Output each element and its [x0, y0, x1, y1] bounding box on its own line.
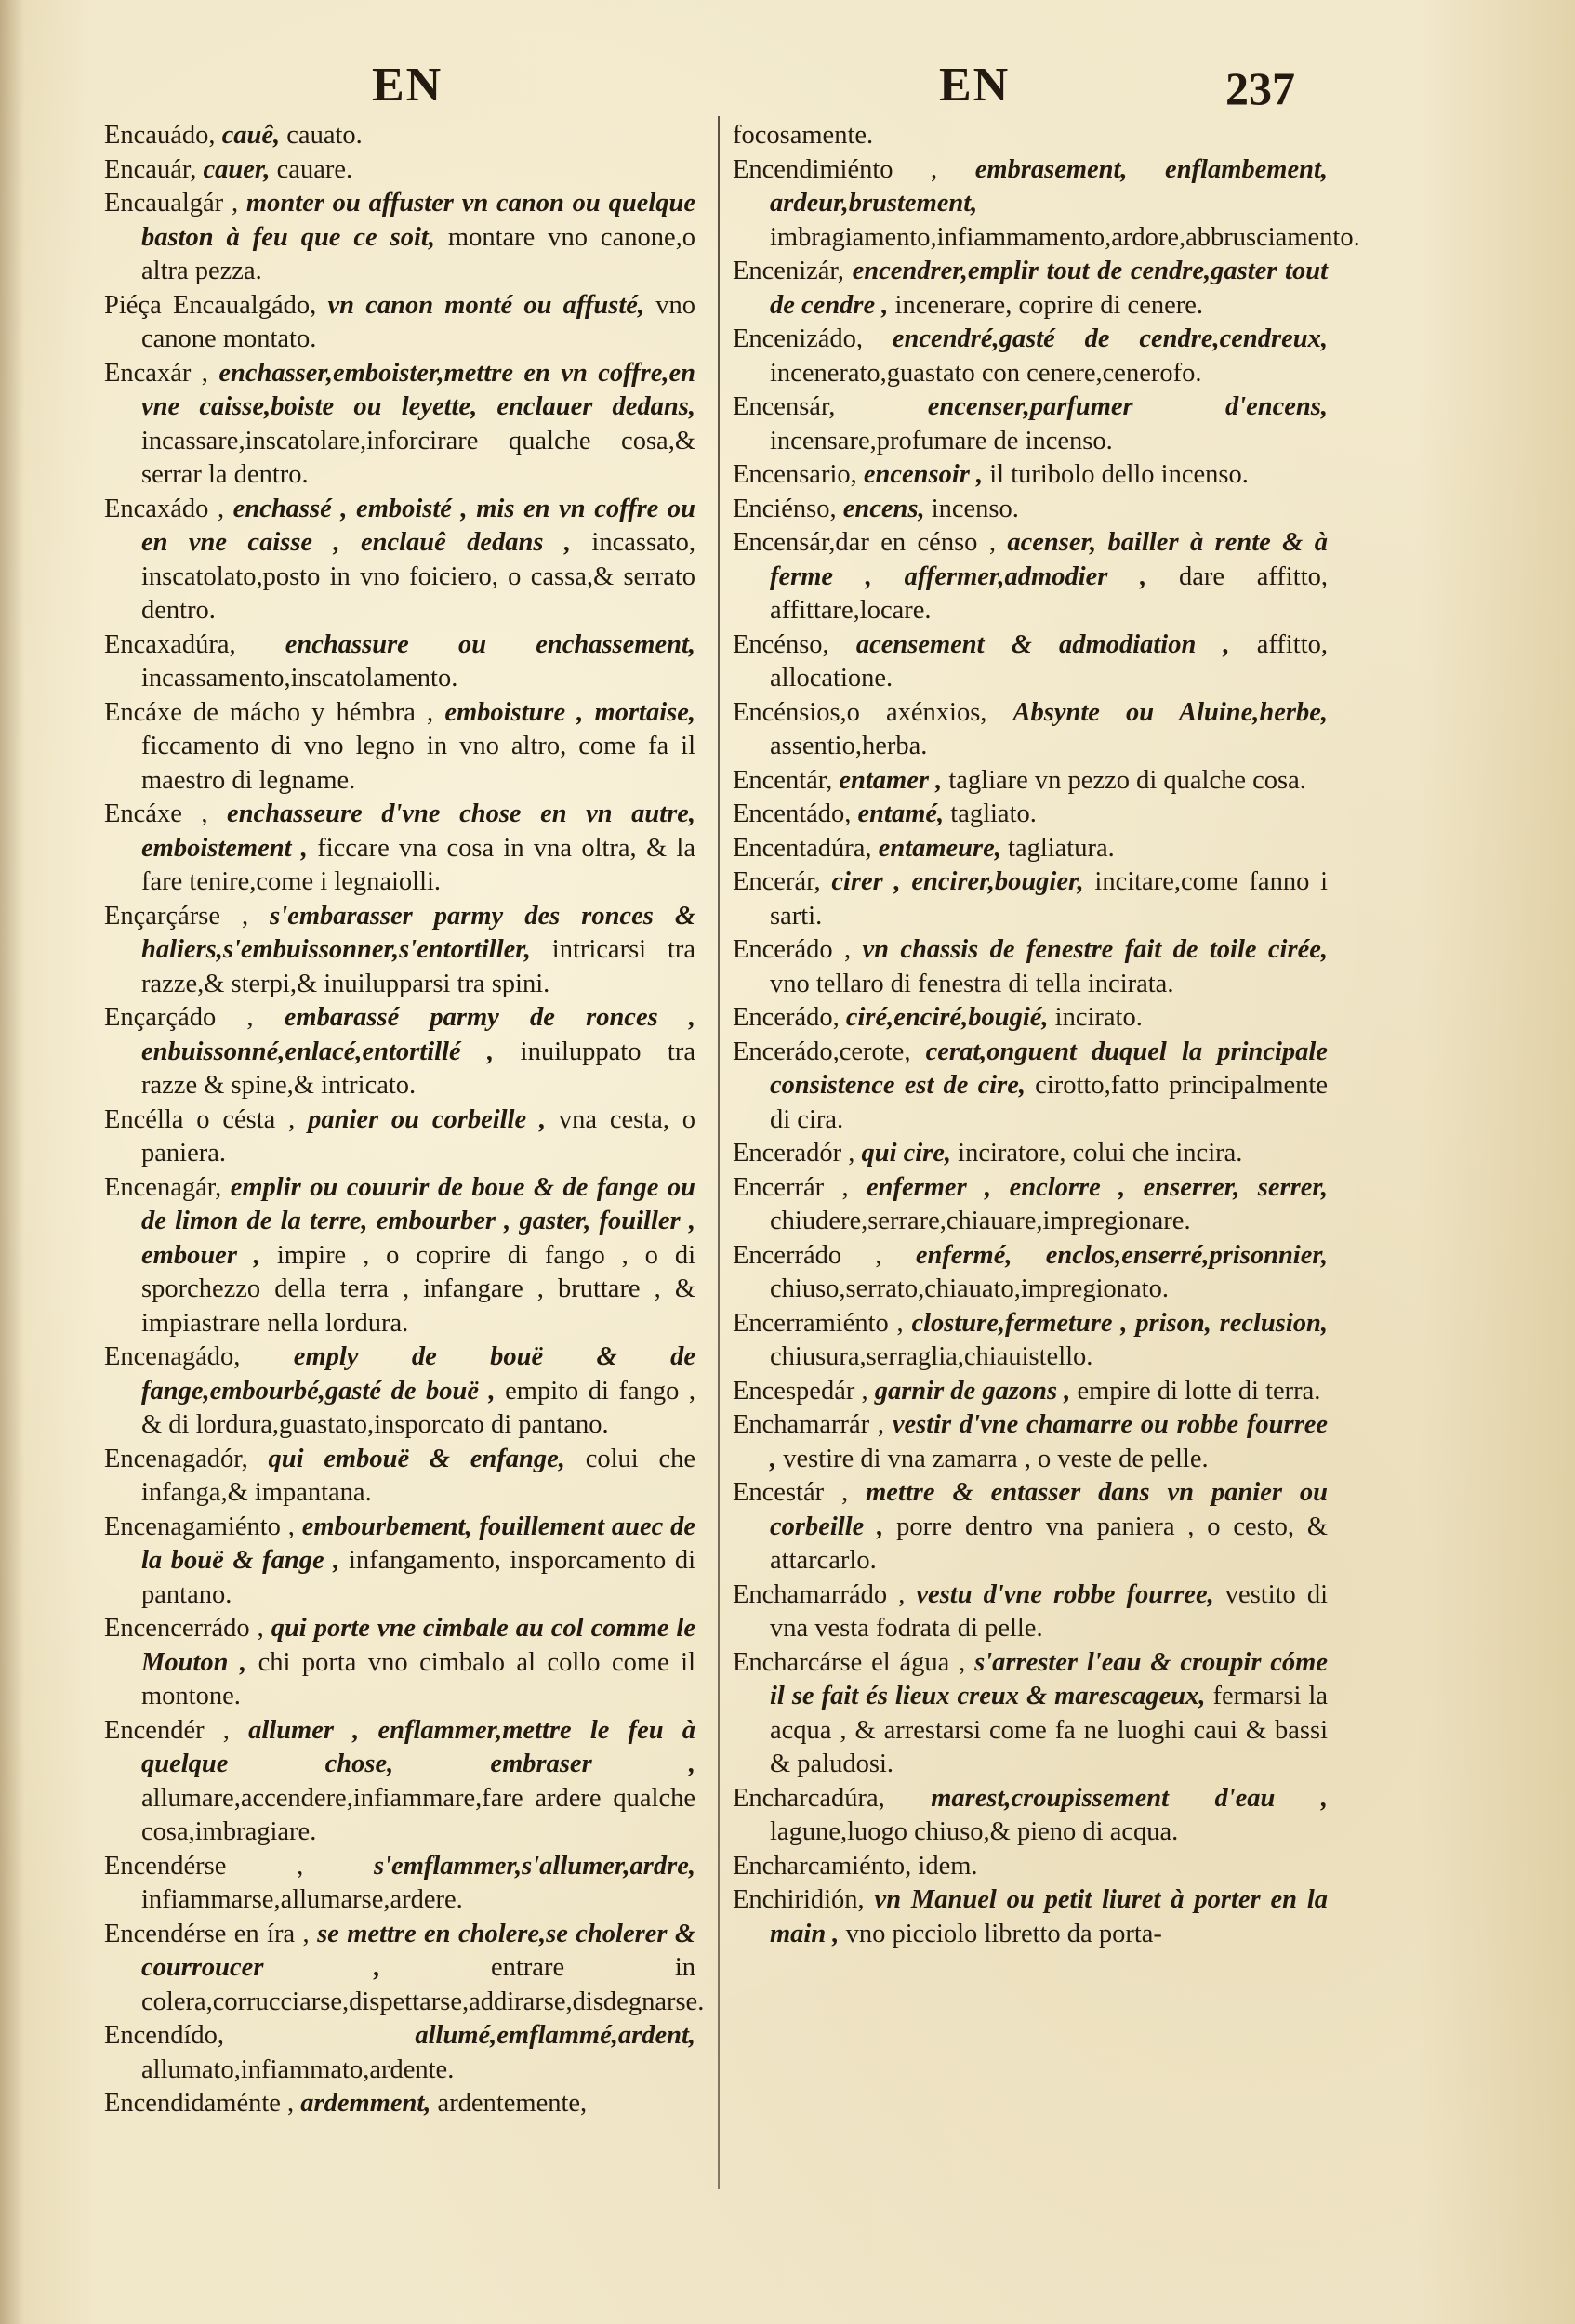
entry-headword: Enchamarrár , — [733, 1410, 885, 1439]
dictionary-entry — [733, 1375, 1328, 1409]
entry-italian: infangamento, insporcamento di pantano. — [141, 1546, 695, 1609]
dictionary-entry — [104, 628, 695, 696]
entry-italian: incenerare, coprire di cenere. — [894, 290, 1204, 320]
entry-italian: incitare,come fanno i sarti. — [770, 867, 1329, 931]
entry-italian: vno canone montato. — [141, 290, 696, 353]
entry-headword: Encendimiénto , — [733, 154, 938, 184]
entry-french: emply de bouë & de fange,embourbé,gasté de bouë , — [141, 1342, 696, 1406]
entry-headword: Encespedár , — [733, 1376, 868, 1406]
dictionary-entry — [733, 832, 1328, 866]
entry-headword: Encauádo, — [104, 121, 216, 150]
entry-french: vestir d'vne chamarre ou robbe fourree , — [770, 1410, 1328, 1473]
dictionary-entry — [733, 1036, 1328, 1138]
entry-french: closture,fermeture , prison, reclusion, — [911, 1308, 1329, 1338]
entry-italian: cauare. — [276, 154, 353, 184]
entry-french: enchasser,emboister,mettre en vn coffre,en vne caisse,boiste ou leyette, enclauer dedans, — [141, 358, 695, 421]
entry-italian: vno tellaro di fenestra di tella incirata. — [770, 969, 1174, 998]
entry-headword: Enchamarrádo , — [733, 1579, 906, 1609]
entry-italian: affitto, allocatione. — [770, 629, 1329, 693]
dictionary-entry — [104, 1918, 705, 2020]
dictionary-entry — [733, 764, 1328, 799]
entry-italian: entrare in colera,corrucciarse,dispettarse,addirarse,disdegnarse. — [141, 1953, 705, 2016]
entry-french: cauê, — [221, 121, 281, 150]
entry-french: se mettre en cholere,se cholerer & courroucer , — [141, 1919, 695, 1982]
entry-headword: Encenizár, — [733, 257, 844, 285]
entry-italian: chiusura,serraglia,chiauistello. — [770, 1342, 1093, 1371]
entry-italian: chiuso,serrato,chiauato,impregionato. — [770, 1274, 1169, 1303]
running-head-right: EN — [939, 59, 1011, 112]
entry-italian: allumato,infiammato,ardente. — [141, 2054, 455, 2084]
entry-italian: tagliare vn pezzo di qualche cosa. — [948, 765, 1306, 795]
dictionary-entry — [733, 1408, 1328, 1476]
entry-italian: assentio,herba. — [770, 732, 928, 760]
entry-italian: vno picciolo libretto da porta- — [845, 1919, 1162, 1948]
entry-headword: Encharcamiénto, — [733, 1851, 912, 1881]
entry-italian: cirotto,fatto principalmente di cira. — [770, 1071, 1328, 1134]
entry-headword: Encélla o césta , — [104, 1104, 296, 1134]
entry-headword: Encensario, — [733, 460, 857, 489]
entry-italian: il turibolo dello incenso. — [989, 460, 1249, 489]
entry-french: qui embouë & enfange, — [268, 1444, 565, 1473]
dictionary-entry — [733, 390, 1328, 458]
dictionary-entry — [733, 1137, 1328, 1171]
entry-headword: Encauár, — [104, 154, 197, 184]
entry-italian: intricarsi tra razze,& sterpi,& inuilupparsi tra spini. — [141, 935, 696, 998]
dictionary-entry — [733, 1782, 1328, 1850]
entry-french: ardemment, — [300, 2089, 431, 2118]
entry-italian: inuiluppato tra razze & spine,& intricato. — [141, 1037, 695, 1100]
entry-headword: Encenizádo, — [733, 324, 864, 353]
entry-italian: incirato. — [1054, 1003, 1143, 1032]
dictionary-entry — [104, 798, 695, 900]
entry-italian: incassare,inscatolare,inforcirare qualche cosa,& serrar la dentro. — [141, 426, 695, 489]
entry-headword: Encensár, — [733, 392, 836, 421]
entry-italian: montare vno canone,o altra pezza. — [141, 222, 696, 285]
entry-italian: impire , o coprire di fango , o di sporchezzo della terra , infangare , bruttare , & impiastrare nella lordura. — [141, 1240, 695, 1338]
entry-headword: Encáxe de mácho y hémbra , — [104, 697, 434, 727]
entry-headword: Encerrár , — [733, 1172, 849, 1202]
entry-italian: tagliato. — [950, 799, 1037, 828]
dictionary-entry — [104, 900, 695, 1002]
entry-headword: Encaualgár , — [104, 189, 239, 218]
dictionary-entry — [733, 1578, 1328, 1646]
entry-headword: Encensár,dar en cénso , — [733, 528, 996, 557]
dictionary-entry — [733, 1171, 1328, 1239]
entry-french: enchasseure d'vne chose en vn autre, emboistement , — [141, 799, 696, 863]
entry-french: enfermé, enclos,enserré,prisonnier, — [915, 1240, 1329, 1270]
entry-headword: Encendído, — [104, 2021, 225, 2050]
entry-italian: idem. — [918, 1851, 978, 1881]
dictionary-entry — [733, 628, 1328, 696]
entry-italian: fermarsi la acqua , & arrestarsi come fa ne luoghi caui & bassi & paludosi. — [770, 1682, 1328, 1778]
entry-french: Absynte ou Aluine,herbe, — [1012, 697, 1328, 727]
dictionary-entry — [733, 1307, 1328, 1375]
entry-french: acenser, bailler à rente & à ferme , affermer,admodier , — [770, 528, 1328, 591]
dictionary-entry — [104, 1714, 695, 1850]
dictionary-entry — [733, 1850, 1328, 1884]
entry-headword: Encénsios,o axénxios, — [733, 697, 987, 727]
entry-italian: empito di fango , & di lordura,guastato,insporcato di pantano. — [141, 1376, 696, 1439]
entry-french: entamer , — [839, 765, 943, 795]
dictionary-entry — [104, 1511, 695, 1613]
dictionary-entry — [104, 1850, 695, 1918]
entry-french: panier ou corbeille , — [308, 1104, 547, 1134]
entry-french: embarassé parmy de ronces , enbuissonné,enlacé,entortillé , — [141, 1003, 695, 1066]
dictionary-entry — [733, 255, 1328, 323]
entry-french: qui cire, — [861, 1139, 952, 1168]
entry-headword: Ençarçárse , — [104, 901, 249, 931]
entry-french: encenser,parfumer d'encens, — [927, 392, 1328, 421]
entry-french: emplir ou couurir de boue & de fange ou de limon de la terre, embourber , gaster, fouiller , embouer , — [141, 1172, 696, 1270]
entry-italian: tagliatura. — [1008, 833, 1115, 863]
entry-italian: chiudere,serrare,chiauare,impregionare. — [770, 1207, 1191, 1235]
dictionary-entry — [733, 865, 1328, 933]
dictionary-entry — [104, 2019, 695, 2087]
entry-french: mettre & entasser dans vn panier ou corbeille , — [770, 1478, 1329, 1541]
dictionary-entry — [104, 2087, 695, 2121]
dictionary-entry — [104, 153, 695, 188]
entry-headword: Encaxádo , — [104, 494, 225, 523]
entry-italian: inciratore, colui che incira. — [958, 1139, 1243, 1168]
entry-italian: incassamento,inscatolamento. — [141, 664, 458, 693]
entry-italian: dare affitto, affittare,locare. — [770, 561, 1329, 625]
dictionary-entry — [733, 1239, 1328, 1307]
entry-italian: chi porta vno cimbalo al collo come il montone. — [141, 1647, 695, 1710]
entry-french: vestu d'vne robbe fourree, — [916, 1579, 1214, 1609]
entry-headword: Encestár , — [733, 1478, 849, 1507]
entry-italian: ficcamento di vno legno in vno altro, come fa il maestro di legname. — [141, 732, 695, 795]
entry-italian: vna cesta, o paniera. — [141, 1104, 696, 1168]
entry-italian: vestito di vna vesta fodrata di pelle. — [770, 1579, 1329, 1643]
entry-headword: Encentádo, — [733, 799, 852, 828]
entry-headword: Encendér , — [104, 1715, 230, 1745]
entry-headword: Encentár, — [733, 765, 833, 795]
dictionary-entry — [733, 526, 1328, 628]
entry-italian: lagune,luogo chiuso,& pieno di acqua. — [770, 1817, 1179, 1846]
dictionary-entry — [104, 1612, 695, 1714]
entry-headword: Enceradór , — [733, 1139, 855, 1168]
entry-french: qui porte vne cimbale au col comme le Mouton , — [141, 1614, 695, 1677]
entry-french: cerat,onguent duquel la principale consistence est de cire, — [770, 1037, 1328, 1100]
entry-headword: Encentadúra, — [733, 833, 872, 863]
running-head-left: EN — [372, 59, 443, 112]
entry-french: marest,croupissement d'eau , — [931, 1783, 1329, 1813]
entry-french: embrasement, enflambement, ardeur,brustement, — [770, 154, 1328, 218]
entry-italian: cauato. — [286, 121, 363, 150]
entry-headword: Encénso, — [733, 629, 829, 659]
entry-italian: ardentemente, — [437, 2089, 588, 2118]
entry-french: entamé, — [857, 799, 945, 828]
entry-italian: focosamente. — [733, 121, 874, 150]
dictionary-entry — [733, 458, 1328, 493]
dictionary-entry — [104, 357, 695, 493]
entry-headword: Encendérse , — [104, 1851, 304, 1881]
entry-headword: Encenagadór, — [104, 1444, 248, 1473]
dictionary-entry — [733, 1646, 1328, 1782]
entry-headword: Encerramiénto , — [733, 1308, 904, 1338]
entry-french: ciré,enciré,bougié, — [845, 1003, 1049, 1032]
dictionary-entry — [104, 289, 695, 357]
entry-italian: imbragiamento,infiammamento,ardore,abbrusciamento. — [770, 222, 1360, 252]
dictionary-entry — [733, 1001, 1328, 1036]
entry-italian: incensare,profumare de incenso. — [770, 426, 1113, 456]
entry-italian: incenso. — [931, 494, 1019, 523]
entry-french: s'embarasser parmy des ronces & haliers,s'embuissonner,s'entortiller, — [141, 901, 696, 964]
entry-headword: Encaxár , — [104, 358, 208, 388]
entry-headword: Encerrádo , — [733, 1240, 882, 1270]
dictionary-entry — [733, 1476, 1328, 1578]
entry-italian: infiammarse,allumarse,ardere. — [141, 1885, 463, 1914]
entry-headword: Encharcárse el água , — [733, 1647, 966, 1677]
entry-headword: Encenagamiénto , — [104, 1512, 295, 1541]
dictionary-entry — [104, 1171, 695, 1341]
entry-french: entameure, — [878, 833, 1001, 863]
dictionary-entry — [733, 696, 1328, 764]
column-divider — [718, 116, 720, 2189]
entry-headword: Encáxe , — [104, 799, 208, 828]
dictionary-entry — [104, 1103, 695, 1171]
entry-headword: Encerár, — [733, 867, 821, 896]
entry-french: enfermer , enclorre , enserrer, serrer, — [867, 1172, 1328, 1202]
entry-headword: Encendidaménte , — [104, 2089, 295, 2118]
dictionary-entry — [733, 933, 1328, 1001]
entry-french: vn Manuel ou petit liuret à porter en la main , — [770, 1885, 1328, 1948]
page-number: 237 — [1225, 62, 1295, 114]
entry-headword: Encharcadúra, — [733, 1783, 885, 1813]
page-gutter-shadow — [0, 0, 24, 2324]
entry-headword: Encenagár, — [104, 1172, 222, 1202]
dictionary-entry — [104, 1001, 695, 1103]
entry-french: encens, — [842, 494, 925, 523]
dictionary-entry — [104, 119, 695, 153]
entry-french: vn canon monté ou affusté, — [327, 290, 645, 320]
dictionary-entry — [733, 493, 1328, 527]
dictionary-entry — [104, 1340, 695, 1443]
entry-italian: empire di lotte di terra. — [1077, 1376, 1321, 1406]
entry-headword: Piéça Encaualgádo, — [104, 290, 317, 320]
entry-french: vn chassis de fenestre fait de toile cirée, — [862, 935, 1328, 964]
entry-french: garnir de gazons , — [874, 1376, 1071, 1406]
entry-headword: Encerádo, — [733, 1003, 840, 1032]
entry-headword: Encerádo , — [733, 935, 852, 964]
entry-french: enchassure ou enchassement, — [285, 629, 696, 659]
entry-headword: Encencerrádo , — [104, 1614, 264, 1643]
dictionary-entry — [733, 119, 1328, 153]
dictionary-entry — [104, 1443, 695, 1511]
dictionary-entry — [733, 798, 1328, 832]
entry-headword: Encendérse en íra , — [104, 1919, 310, 1948]
entry-headword: Enciénso, — [733, 494, 837, 523]
entry-italian: colui che infanga,& impantana. — [141, 1444, 695, 1507]
entry-french: cauer, — [203, 154, 271, 184]
left-column — [104, 119, 705, 2121]
entry-headword: Ençarçádo , — [104, 1003, 254, 1032]
entry-headword: Encaxadúra, — [104, 629, 236, 659]
dictionary-entry — [733, 1883, 1328, 1951]
entry-french: cirer , encirer,bougier, — [831, 867, 1084, 896]
entry-french: s'emflammer,s'allumer,ardre, — [374, 1851, 696, 1881]
entry-italian: porre dentro vna paniera , o cesto, & attarcarlo. — [770, 1512, 1329, 1575]
entry-french: acensement & admodiation , — [855, 629, 1230, 659]
entry-french: s'arrester l'eau & croupir cóme il se fait és lieux creux & marescageux, — [770, 1647, 1328, 1710]
entry-french: monter ou affuster vn canon ou quelque baston à feu que ce soit, — [141, 189, 695, 252]
dictionary-entry — [104, 493, 695, 628]
entry-italian: incassato, inscatolato,posto in vno foiciero, o cassa,& serrato dentro. — [141, 528, 695, 625]
entry-italian: incenerato,guastato con cenere,cenerofo. — [770, 358, 1202, 388]
entry-french: enchassé , emboisté , mis en vn coffre ou en vne caisse , enclauê dedans , — [141, 494, 695, 557]
entry-french: emboisture , mortaise, — [444, 697, 695, 727]
entry-french: embourbement, fouillement auec de la bouë & fange , — [141, 1512, 695, 1575]
right-column — [733, 119, 1360, 1951]
entry-italian: ficcare vna cosa in vna oltra, & la fare tenire,come i legnaiolli. — [141, 833, 696, 896]
entry-headword: Enchiridión, — [733, 1885, 865, 1914]
entry-headword: Encenagádo, — [104, 1342, 241, 1371]
entry-italian: vestire di vna zamarra , o veste de pelle. — [783, 1444, 1209, 1473]
entry-french: encendré,gasté de cendre,cendreux, — [892, 324, 1328, 353]
dictionary-entry — [104, 187, 695, 289]
dictionary-entry — [104, 696, 695, 799]
entry-french: allumer , enflammer,mettre le feu à quelque chose, embraser , — [141, 1715, 695, 1778]
dictionary-entry — [733, 323, 1328, 390]
dictionary-entry — [733, 153, 1360, 256]
entry-french: allumé,emflammé,ardent, — [415, 2021, 695, 2050]
entry-french: encendrer,emplir tout de cendre,gaster tout de cendre , — [770, 257, 1328, 320]
entry-italian: allumare,accendere,infiammare,fare ardere qualche cosa,imbragiare. — [141, 1783, 695, 1846]
entry-french: encensoir , — [863, 460, 984, 489]
entry-headword: Encerádo,cerote, — [733, 1037, 911, 1066]
